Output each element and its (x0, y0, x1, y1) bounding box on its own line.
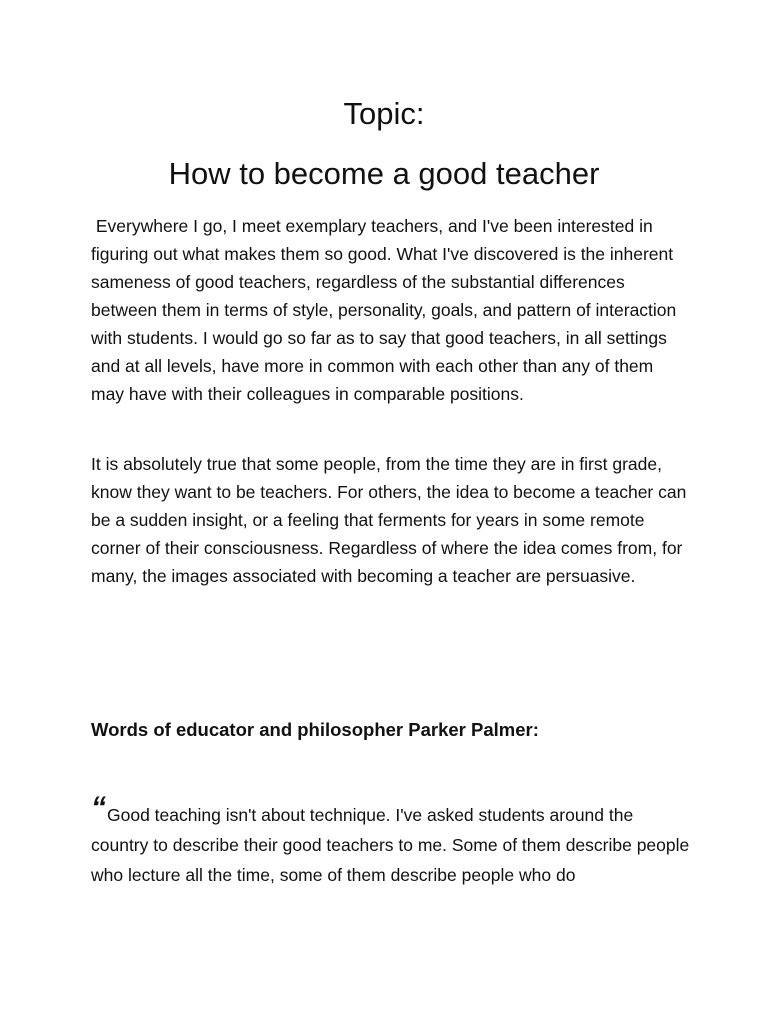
body-paragraph-1 (91, 212, 691, 408)
page-title: How to become a good teacher (168, 156, 600, 191)
quote-mark: “ (91, 791, 106, 824)
quote-text: Good teaching isn't about technique. I've asked students around the country to describe their good teachers to me. Some of them describe people who lecture all the time, some of them describe people who do (91, 805, 690, 885)
body-paragraph-1-text: Everywhere I go, I meet exemplary teachers, and I've been interested in figuring out what makes them so good. What I've discovered is the inherent sameness of good teachers, regardless of the substantial differences between them in terms of style, personality, goals, and pattern of interaction with students. I would go so far as to say that good teachers, in all settings and at all levels, have more in common with each other than any of them may have with their colleagues in comparable positions. (91, 216, 677, 404)
quote-paragraph (91, 791, 691, 890)
section-heading: Words of educator and philosopher Parker Palmer: (91, 719, 539, 740)
topic-label: Topic: (343, 96, 425, 131)
body-paragraph-2: It is absolutely true that some people, from the time they are in first grade, know they want to be teachers. For others, the idea to become a teacher can be a sudden insight, or a feeling that ferments for years in some remote corner of their consciousness. Regardless of where the idea comes from, for many, the images associated with becoming a teacher are persuasive. (91, 454, 687, 586)
